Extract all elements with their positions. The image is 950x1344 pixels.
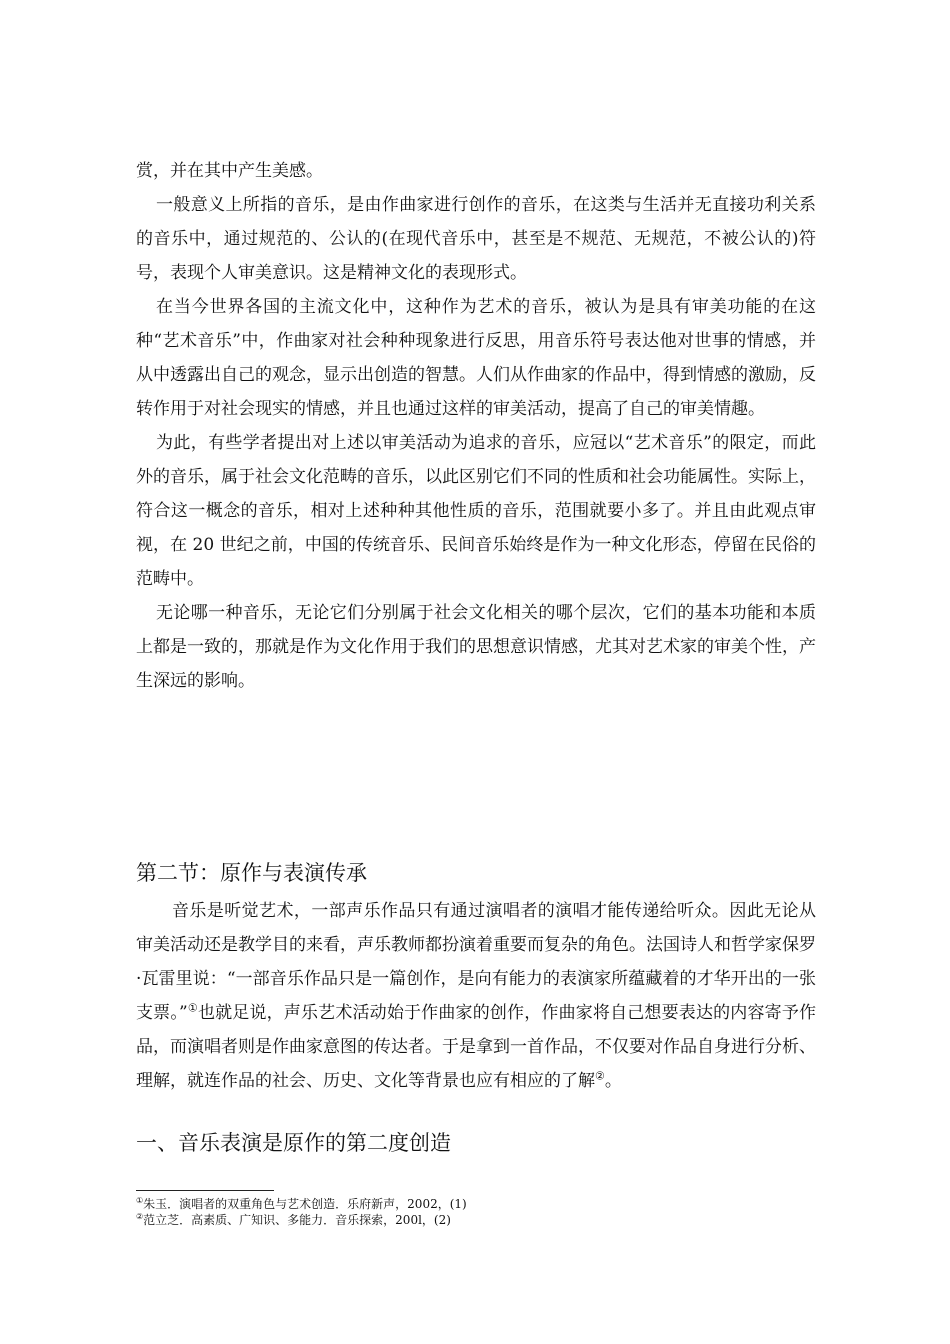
paragraph-text: 。 [604, 1071, 622, 1091]
subsection-heading: 一、音乐表演是原作的第二度创造 [136, 1131, 451, 1155]
footnote-reference[interactable]: ① [187, 1001, 198, 1015]
footnote-mark: ② [136, 1212, 144, 1221]
footnote-reference[interactable]: ② [595, 1069, 605, 1083]
section-body [136, 894, 816, 1098]
section-paragraph [136, 894, 816, 1098]
footnote-mark: ① [136, 1196, 144, 1205]
paragraph: 无论哪一种音乐，无论它们分别属于社会文化相关的哪个层次，它们的基本功能和本质上都是一致的，那就是作为文化作用于我们的思想意识情感，尤其对艺术家的审美个性，产生深远的影响。 [136, 603, 816, 691]
paragraph-text: 也就足说，声乐艺术活动始于作曲家的创作，作曲家将自己想要表达的内容寄予作品，而演唱者则是作曲家意图的传达者。于是拿到一首作品，不仅要对作品自身进行分析、理解，就连作品的社会、历史、文化等背景也应有相应的了解 [136, 1003, 816, 1091]
paragraph: 在当今世界各国的主流文化中，这种作为艺术的音乐，被认为是具有审美功能的在这种“艺术音乐”中，作曲家对社会种种现象进行反思，用音乐符号表达他对世事的情感，并从中透露出自己的观念，显示出创造的智慧。人们从作曲家的作品中，得到情感的激励，反转作用于对社会现实的情感，并且也通过这样的审美活动，提高了自己的审美情趣。 [136, 297, 816, 419]
paragraph-text: 音乐是听觉艺术，一部声乐作品只有通过演唱者的演唱才能传递给听众。因此无论从审美活动还是教学目的来看，声乐教师都扮演着重要而复杂的角色。法国诗人和哲学家保罗·瓦雷里说：“一部音乐作品只是一篇创作，是向有能力的表演家所蕴藏着的才华开出的一张支票。” [136, 901, 816, 1023]
paragraph-continued: 赏，并在其中产生美感。 [136, 161, 323, 181]
footnote-item [136, 1212, 816, 1228]
footnote-text: 朱玉．演唱者的双重角色与艺术创造．乐府新声，2002，(1) [143, 1197, 467, 1211]
paragraph: 一般意义上所指的音乐，是由作曲家进行创作的音乐，在这类与生活并无直接功利关系的音乐中，通过规范的、公认的(在现代音乐中，甚至是不规范、无规范，不被公认的)符号，表现个人审美意识。这是精神文化的表现形式。 [136, 195, 816, 283]
paragraph: 为此，有些学者提出对上述以审美活动为追求的音乐，应冠以“艺术音乐”的限定，而此外的音乐，属于社会文化范畴的音乐，以此区别它们不同的性质和社会功能属性。实际上，符合这一概念的音乐，相对上述种种其他性质的音乐，范围就要小多了。并且由此观点审视，在 20 世纪之前，中国的传统音乐、民间音乐始终是作为一种文化形态，停留在民俗的范畴中。 [136, 433, 816, 589]
footnotes [136, 1196, 816, 1228]
body-text-block [136, 154, 816, 698]
footnote-text: 范立芝．高素质、广知识、多能力．音乐探索，200l，(2) [143, 1213, 451, 1227]
footnote-item [136, 1196, 816, 1212]
footnote-divider [136, 1190, 274, 1191]
section-heading: 第二节：原作与表演传承 [136, 861, 367, 885]
